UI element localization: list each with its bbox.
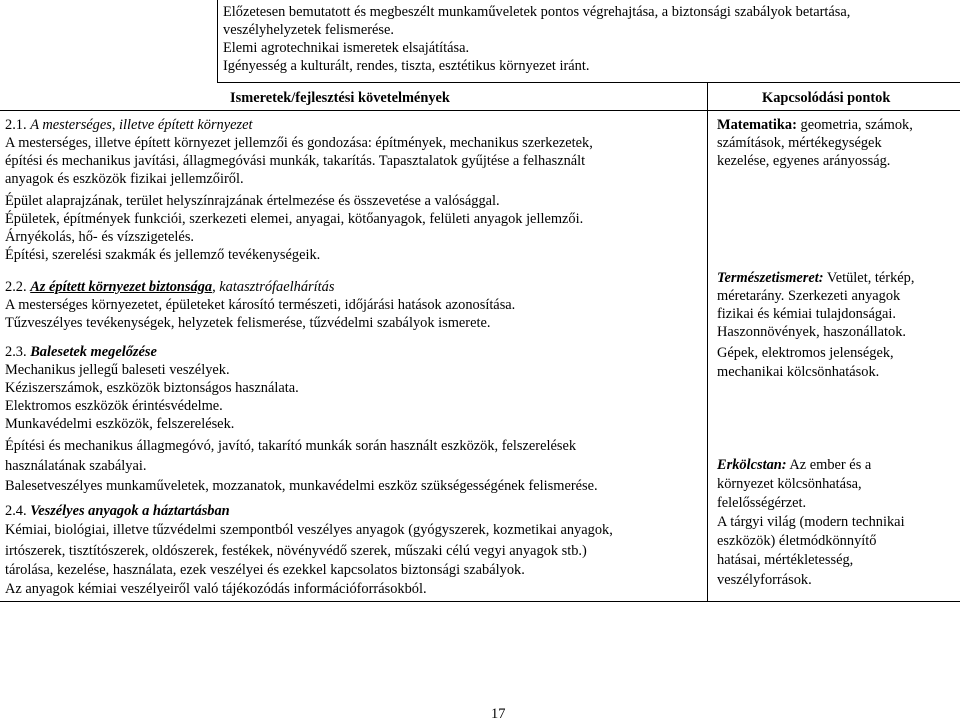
- top-cell-bottom-border: [217, 82, 960, 83]
- connection-science-line-4: Haszonnövények, haszonállatok.: [717, 324, 907, 340]
- section-2-3-line-4: Munkavédelmi eszközök, felszerelések.: [5, 416, 235, 432]
- section-2-3-line-3: Elektromos eszközök érintésvédelme.: [5, 398, 223, 414]
- section-2-3-line-2: Kéziszerszámok, eszközök biztonságos használata.: [5, 380, 299, 396]
- section-title: Veszélyes anyagok a háztartásban: [30, 503, 230, 519]
- section-2-3-line-1: Mechanikus jellegű baleseti veszélyek.: [5, 362, 230, 378]
- section-2-4-line-1: Kémiai, biológiai, illetve tűzvédelmi szempontból veszélyes anyagok (gyógyszerek, kozmetikai anyagok,: [5, 522, 613, 538]
- connection-label: Matematika:: [717, 117, 797, 133]
- page-number: 17: [491, 706, 506, 722]
- top-cell-line-1: Előzetesen bemutatott és megbeszélt munkaműveletek pontos végrehajtása, a biztonsági szabályok betartása,: [223, 4, 851, 20]
- connection-ethics-line-1: [717, 457, 871, 475]
- header-bottom-border: [0, 110, 960, 111]
- top-cell-line-4: Igényesség a kulturált, rendes, tiszta, esztétikus környezet iránt.: [223, 58, 590, 74]
- section-2-2-line-1: A mesterséges környezetet, épületeket károsító természeti, időjárási hatások azonosítása.: [5, 297, 516, 313]
- section-2-1-line-1: A mesterséges, illetve épített környezet jellemzői és gondozása: építmények, mechanikus szerkezetek,: [5, 135, 593, 151]
- connection-label: Természetismeret:: [717, 270, 824, 286]
- section-title: A mesterséges, illetve épített környezet: [30, 117, 253, 133]
- section-2-4-line-2: irtószerek, tisztítószerek, oldószerek, festékek, növényvédő szerek, műszaki célú vegyi anyagok stb.): [5, 543, 587, 559]
- connection-ethics-line-6: hatásai, mértékletesség,: [717, 552, 854, 568]
- section-2-1-line-7: Építési, szerelési szakmák és jellemző tevékenységeik.: [5, 247, 321, 263]
- header-requirements: Ismeretek/fejlesztési követelmények: [230, 90, 450, 106]
- connection-ethics-line-2: környezet kölcsönhatása,: [717, 476, 862, 492]
- table-bottom-border: [0, 601, 960, 602]
- connection-ethics-line-4: A tárgyi világ (modern technikai: [717, 514, 905, 530]
- section-number: 2.4.: [5, 503, 27, 519]
- section-2-1-line-5: Épületek, építmények funkciói, szerkezeti elemei, anyagai, kötőanyagok, felületi anyagok jellemzői.: [5, 211, 584, 227]
- section-title-tail: , katasztrófaelhárítás: [212, 279, 335, 295]
- section-2-2-line-2: Tűzveszélyes tevékenységek, helyzetek felismerése, tűzvédelmi szabályok ismerete.: [5, 315, 491, 331]
- top-cell-left-border: [217, 0, 218, 83]
- section-title: Balesetek megelőzése: [30, 344, 157, 360]
- connection-text: Vetület, térkép,: [823, 270, 915, 286]
- top-cell-line-3: Elemi agrotechnikai ismeretek elsajátítása.: [223, 40, 470, 56]
- section-2-3-line-6: használatának szabályai.: [5, 458, 147, 474]
- connection-math-line-1: [717, 117, 913, 135]
- connection-text: Az ember és a: [786, 457, 872, 473]
- connection-science-line-2: méretarány. Szerkezeti anyagok: [717, 288, 901, 304]
- connection-ethics-line-7: veszélyforrások.: [717, 572, 812, 588]
- section-number: 2.2.: [5, 279, 27, 295]
- section-2-1-heading: [5, 117, 253, 135]
- connection-label: Erkölcstan:: [717, 457, 787, 473]
- connection-science-line-5: Gépek, elektromos jelenségek,: [717, 345, 894, 361]
- section-number: 2.1.: [5, 117, 27, 133]
- section-2-1-line-6: Árnyékolás, hő- és vízszigetelés.: [5, 229, 195, 245]
- section-2-4-line-4: Az anyagok kémiai veszélyeiről való tájékozódás információforrásokból.: [5, 581, 427, 597]
- connection-math-line-2: számítások, mértékegységek: [717, 135, 882, 151]
- section-title: Az épített környezet biztonsága: [30, 279, 213, 295]
- section-2-3-heading: [5, 344, 157, 362]
- connection-ethics-line-5: eszközök) életmódkönnyítő: [717, 533, 877, 549]
- connection-science-line-3: fizikai és kémiai tulajdonságai.: [717, 306, 897, 322]
- section-number: 2.3.: [5, 344, 27, 360]
- section-2-3-line-5: Építési és mechanikus állagmegóvó, javító, takarító munkák során használt eszközök, felszerelések: [5, 438, 577, 454]
- section-2-2-heading: [5, 279, 334, 297]
- connection-text: geometria, számok,: [796, 117, 913, 133]
- connection-ethics-line-3: felelősségérzet.: [717, 495, 807, 511]
- section-2-4-line-3: tárolása, kezelése, használata, ezek veszélyei és ezekkel kapcsolatos biztonsági szabályok.: [5, 562, 525, 578]
- connection-science-line-6: mechanikai kölcsönhatások.: [717, 364, 880, 380]
- section-2-1-line-4: Épület alaprajzának, terület helyszínrajzának értelmezése és összevetése a valósággal.: [5, 193, 500, 209]
- section-2-1-line-2: építési és mechanikus javítási, állagmegóvási munkák, takarítás. Tapasztalatok gyűjtése a felhasznált: [5, 153, 586, 169]
- column-divider: [707, 82, 708, 602]
- section-2-3-line-7: Balesetveszélyes munkaműveletek, mozzanatok, munkavédelmi eszköz szükségességének felismerése.: [5, 478, 598, 494]
- section-2-1-line-3: anyagok és eszközök fizikai jellemzőiről.: [5, 171, 244, 187]
- top-cell-line-2: veszélyhelyzetek felismerése.: [223, 22, 395, 38]
- header-connections: Kapcsolódási pontok: [762, 90, 891, 106]
- section-2-4-heading: [5, 503, 230, 521]
- connection-math-line-3: kezelése, egyenes arányosság.: [717, 153, 891, 169]
- connection-science-line-1: [717, 270, 914, 288]
